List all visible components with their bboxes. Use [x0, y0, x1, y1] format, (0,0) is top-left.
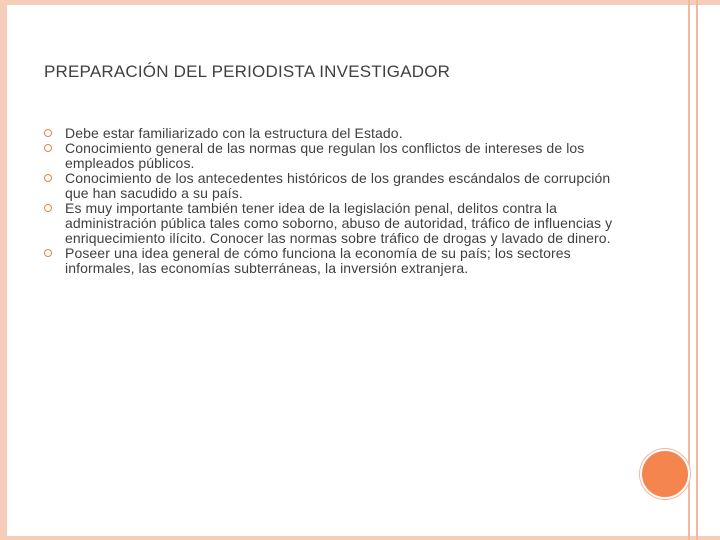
- slide-title: PREPARACIÓN DEL PERIODISTA INVESTIGADOR: [44, 62, 451, 81]
- bullet-circle-icon: [44, 144, 52, 152]
- bullet-text: Conocimiento general de las normas que regulan los conflictos de intereses de los empleados públicos.: [65, 140, 585, 171]
- bullet-item: [44, 246, 634, 276]
- bullet-item: [44, 126, 634, 141]
- bullet-text: Es muy importante también tener idea de la legislación penal, delitos contra la administración pública tales como soborno, abuso de autoridad, tráfico de influencias y enriquecimiento ilícito. Conocer las normas sobre tráfico de drogas y lavado de dinero.: [65, 200, 613, 246]
- bullet-text: Debe estar familiarizado con la estructura del Estado.: [65, 125, 403, 141]
- bullet-text: Conocimiento de los antecedentes históricos de los grandes escándalos de corrupción que han sacudido a su país.: [65, 170, 611, 201]
- slide-border-top: [0, 0, 720, 5]
- bullet-list: [44, 126, 634, 276]
- slide-border-bottom: [0, 536, 720, 540]
- bullet-item: [44, 141, 634, 171]
- bullet-item: [44, 171, 634, 201]
- slide-border-left: [0, 0, 7, 540]
- bullet-text: Poseer una idea general de cómo funciona la economía de su país; los sectores informales, las economías subterráneas, la inversión extranjera.: [65, 245, 571, 276]
- decorative-circle: [640, 449, 690, 499]
- bullet-item: [44, 201, 634, 246]
- bullet-circle-icon: [44, 249, 52, 257]
- decorative-line-right-2: [696, 0, 698, 540]
- bullet-circle-icon: [44, 174, 52, 182]
- decorative-line-right-1: [688, 0, 690, 540]
- bullet-circle-icon: [44, 204, 52, 212]
- bullet-circle-icon: [44, 129, 52, 137]
